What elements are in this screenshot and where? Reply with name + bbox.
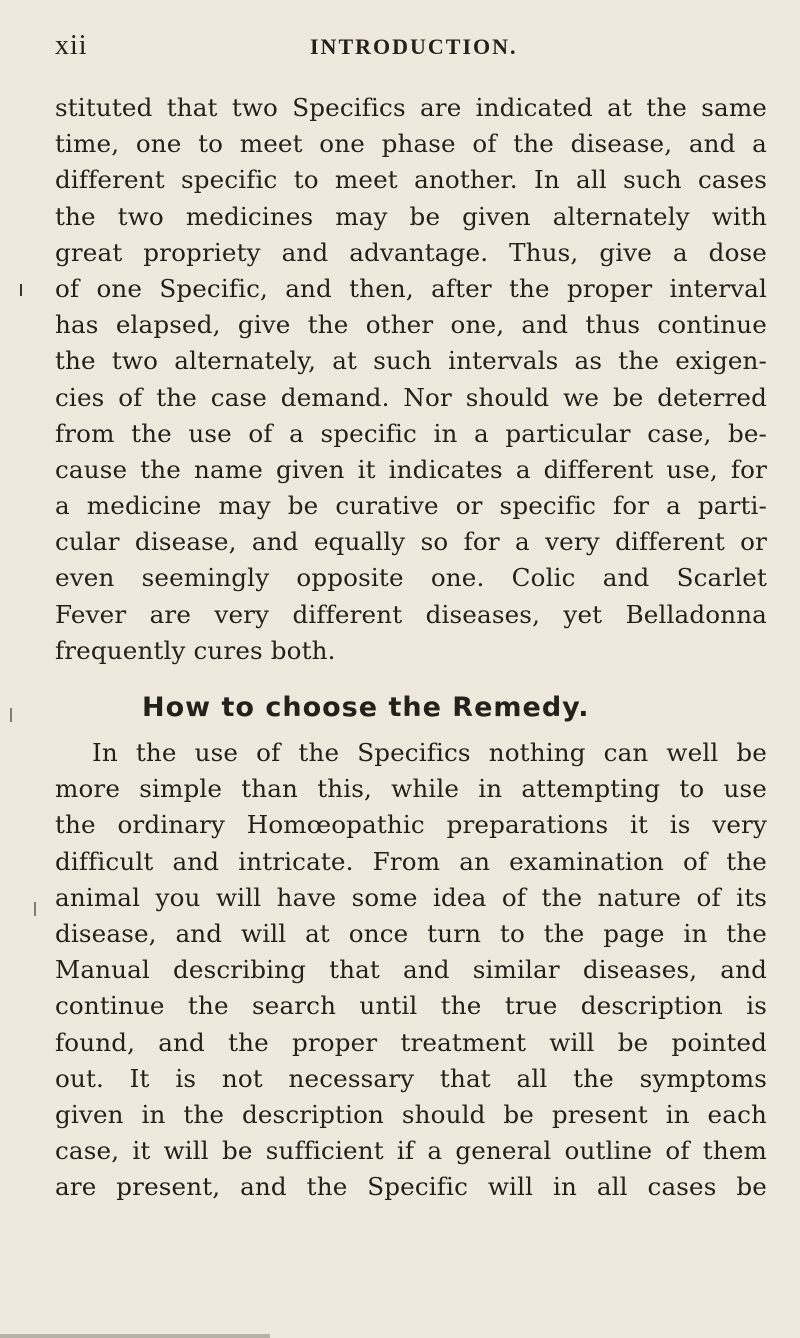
- page-edge-shadow: [0, 1334, 270, 1338]
- margin-mark: [10, 708, 12, 722]
- text-line: animal you will have some idea of the nature of its: [55, 882, 767, 912]
- text-line: case, it will be sufficient if a general outline of them: [55, 1136, 767, 1166]
- section-heading: How to choose the Remedy.: [142, 692, 590, 723]
- text-line: found, and the proper treatment will be pointed: [55, 1027, 767, 1057]
- paragraph-1: [55, 90, 767, 669]
- text-line: time, one to meet one phase of the disease, and a: [55, 129, 767, 159]
- page-header: [55, 31, 775, 61]
- text-line: stituted that two Specifics are indicated at the same: [55, 93, 767, 122]
- text-line: disease, and will at once turn to the page in the: [55, 918, 767, 948]
- text-line: frequently cures both.: [55, 635, 336, 665]
- paragraph-2: [55, 735, 767, 1205]
- text-line: the two alternately, at such intervals as the exigen-: [55, 346, 767, 376]
- text-line: different specific to meet another. In all such cases: [55, 165, 767, 195]
- text-line: even seemingly opposite one. Colic and Scarlet: [55, 563, 767, 593]
- text-line: are present, and the Specific will in all cases be: [55, 1172, 767, 1202]
- text-line: cies of the case demand. Nor should we be deterred: [55, 382, 767, 412]
- text-line: from the use of a specific in a particular case, be-: [55, 418, 767, 448]
- page-number: xii: [55, 30, 88, 61]
- text-line: cause the name given it indicates a different use, for: [55, 454, 767, 484]
- margin-mark: [20, 284, 22, 296]
- running-head: INTRODUCTION.: [310, 34, 518, 59]
- margin-mark: [34, 902, 36, 916]
- text-line: Fever are very different diseases, yet Belladonna: [55, 599, 767, 629]
- text-line: of one Specific, and then, after the proper interval: [55, 273, 767, 303]
- text-line: continue the search until the true description is: [55, 991, 767, 1021]
- text-line: more simple than this, while in attempting to use: [55, 774, 767, 804]
- text-line: Manual describing that and similar diseases, and: [55, 955, 767, 985]
- text-line: cular disease, and equally so for a very different or: [55, 527, 767, 557]
- text-line: has elapsed, give the other one, and thus continue: [55, 310, 767, 340]
- text-line: great propriety and advantage. Thus, give a dose: [55, 237, 767, 267]
- text-line: out. It is not necessary that all the symptoms: [55, 1063, 767, 1093]
- text-line: the two medicines may be given alternately with: [55, 201, 767, 231]
- text-line: given in the description should be present in each: [55, 1099, 767, 1129]
- text-line: a medicine may be curative or specific for a parti-: [55, 491, 767, 521]
- text-line: difficult and intricate. From an examination of the: [55, 846, 767, 876]
- text-line: the ordinary Homœopathic preparations it is very: [55, 810, 767, 840]
- text-line: In the use of the Specifics nothing can well be: [92, 738, 767, 767]
